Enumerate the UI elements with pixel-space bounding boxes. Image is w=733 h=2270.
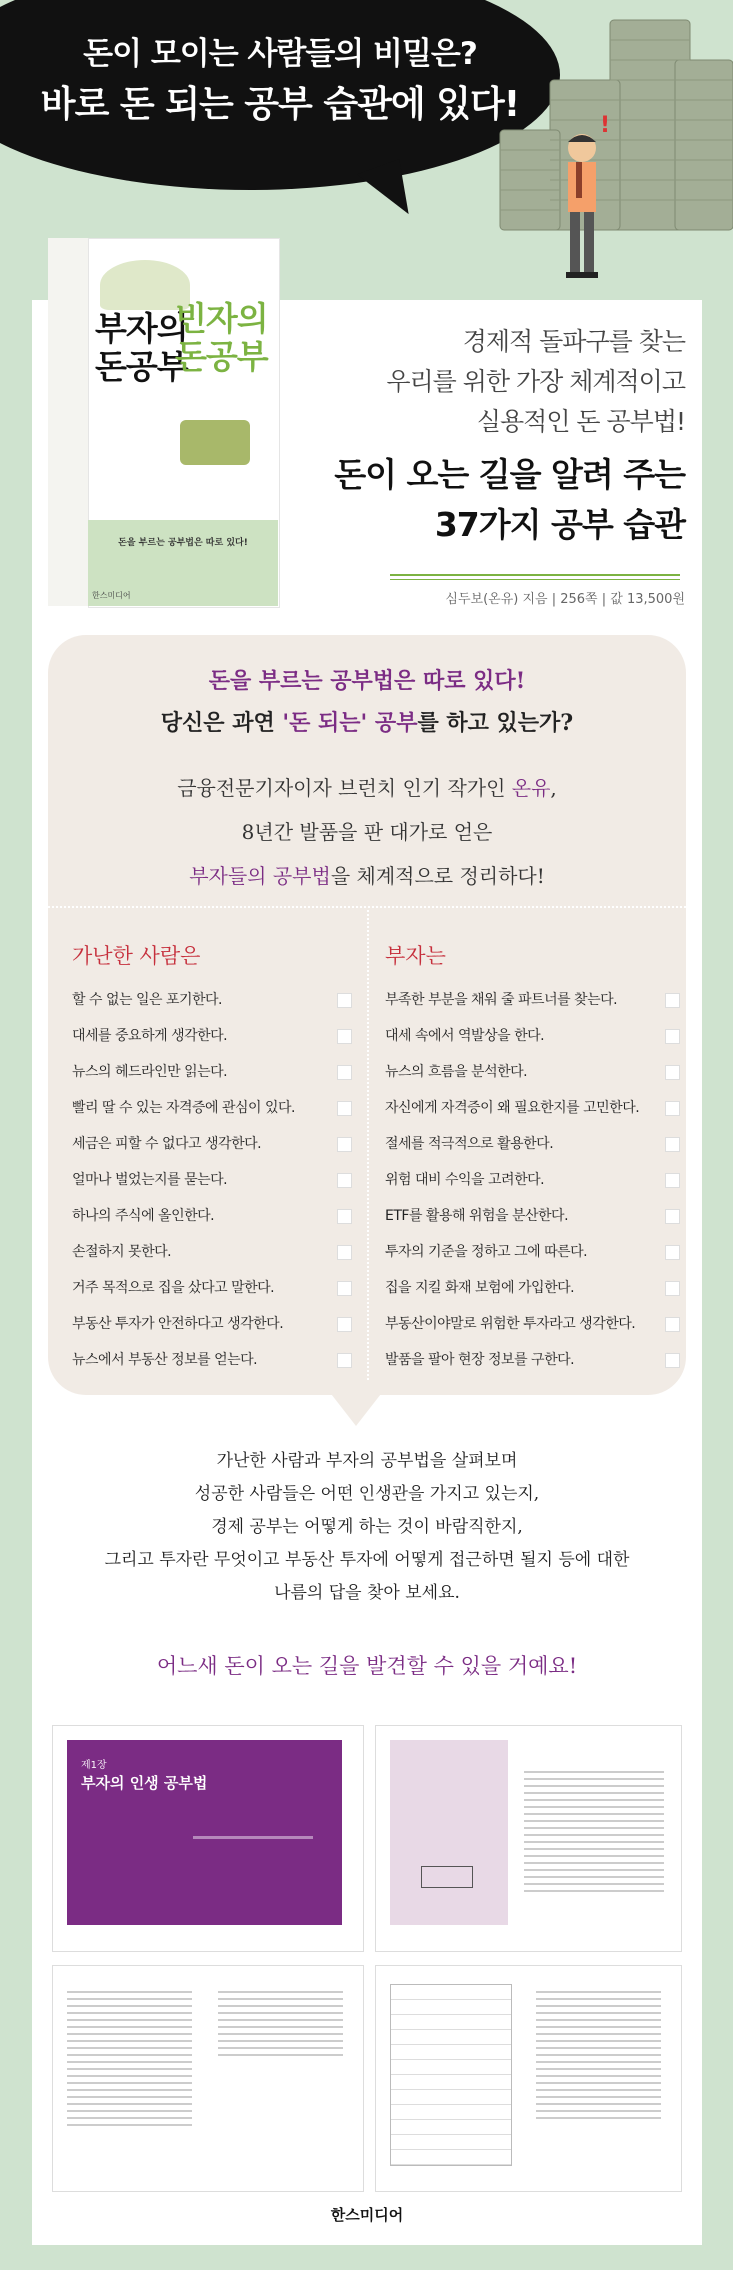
intro-emphasis: 온유 [511, 776, 551, 800]
checkbox[interactable] [665, 1209, 680, 1224]
poor-item [72, 1018, 352, 1054]
poor-item [72, 1162, 352, 1198]
checkbox[interactable] [665, 993, 680, 1008]
wallet-illustration [180, 420, 250, 465]
chapter-number: 제1장 [81, 1760, 107, 1771]
rich-item [385, 1054, 680, 1090]
poor-item [72, 1342, 352, 1378]
publisher-logo: 한스미디어 [330, 2206, 404, 2224]
checkbox[interactable] [665, 1317, 680, 1332]
poor-item [72, 1090, 352, 1126]
checkbox[interactable] [665, 1029, 680, 1044]
poor-item-text: 세금은 피할 수 없다고 생각한다. [72, 1136, 262, 1152]
intro-text-lines [524, 1766, 664, 1897]
checkbox[interactable] [337, 1029, 352, 1044]
poor-item [72, 1234, 352, 1270]
summary-line: 나름의 답을 찾아 보세요. [274, 1583, 460, 1603]
checkbox[interactable] [665, 1137, 680, 1152]
checkbox[interactable] [665, 1245, 680, 1260]
poor-item [72, 1270, 352, 1306]
rich-item-text: 대세 속에서 역발상을 한다. [385, 1028, 545, 1044]
rich-item-text: 발품을 팔아 현장 정보를 구한다. [385, 1352, 575, 1368]
checkbox[interactable] [337, 993, 352, 1008]
rich-item-text: 뉴스의 흐름을 분석한다. [385, 1064, 528, 1080]
checkbox[interactable] [665, 1281, 680, 1296]
preview-page-intro [375, 1725, 682, 1952]
rich-column-title: 부자는 [385, 944, 446, 968]
box-question-text: 당신은 과연 [160, 710, 283, 736]
rich-item [385, 1162, 680, 1198]
desk-illustration [421, 1866, 473, 1888]
column-divider [367, 910, 369, 1380]
intro-text: 8년간 발품을 판 대가로 얻은 [241, 820, 493, 844]
poor-item-text: 할 수 없는 일은 포기한다. [72, 992, 222, 1008]
intro-text: 금융전문기자이자 브런치 인기 작가인 [177, 776, 512, 800]
headline-main-line: 돈이 오는 길을 알려 주는 [334, 455, 685, 494]
box-question-text: 를 하고 있는가? [417, 710, 574, 736]
intro-illustration-panel [390, 1740, 508, 1925]
book-title-rich: 부자의 돈공부 [95, 309, 188, 386]
comparison-box-tail [328, 1390, 384, 1426]
book-publisher: 한스미디어 [92, 591, 131, 600]
poor-item-text: 얼마나 벌었는지를 묻는다. [72, 1172, 228, 1188]
headline-main-line: 37가지 공부 습관 [434, 505, 685, 544]
rich-item [385, 1090, 680, 1126]
box-question-emphasis: '돈 되는' 공부 [282, 710, 418, 736]
summary-line: 경제 공부는 어떻게 하는 것이 바람직한지, [211, 1517, 523, 1537]
rich-item [385, 1342, 680, 1378]
dotted-divider [48, 906, 686, 908]
preview-page-text [52, 1965, 364, 2192]
rich-item-text: 부족한 부분을 채워 줄 파트너를 찾는다. [385, 992, 618, 1008]
book-title-poor: 빈자의 돈공부 [175, 299, 268, 376]
poor-item-text: 하나의 주식에 올인한다. [72, 1208, 215, 1224]
summary-paragraph [32, 1445, 702, 1610]
checkbox[interactable] [337, 1317, 352, 1332]
closing-line: 어느새 돈이 오는 길을 발견할 수 있을 거예요! [156, 1654, 578, 1678]
checkbox[interactable] [337, 1101, 352, 1116]
headline-main [334, 450, 685, 550]
rich-item [385, 1198, 680, 1234]
checkbox[interactable] [337, 1065, 352, 1080]
headline-sub-line: 우리를 위한 가장 체계적이고 [386, 367, 685, 396]
rich-item-text: 자신에게 자격증이 왜 필요한지를 고민한다. [385, 1100, 640, 1116]
headline-sub-line: 경제적 돌파구를 찾는 [462, 327, 685, 356]
checkbox[interactable] [665, 1173, 680, 1188]
banner-line2: 바로 돈 되는 공부 습관에 있다! [40, 84, 520, 125]
poor-item-text: 뉴스의 헤드라인만 읽는다. [72, 1064, 228, 1080]
summary-line: 그리고 투자란 무엇이고 부동산 투자에 어떻게 접근하면 될지 등에 대한 [104, 1550, 630, 1570]
rich-item-text: ETF를 활용해 위험을 분산한다. [385, 1208, 569, 1224]
checkbox[interactable] [337, 1281, 352, 1296]
chapter-title: 부자의 인생 공부법 [81, 1774, 208, 1792]
chapter-subline [193, 1836, 313, 1839]
preview-page-table [375, 1965, 682, 2192]
rich-item [385, 1306, 680, 1342]
poor-column-title: 가난한 사람은 [72, 944, 201, 968]
poor-item-text: 거주 목적으로 집을 샀다고 말한다. [72, 1280, 275, 1296]
poor-list [72, 982, 352, 1378]
poor-item-text: 뉴스에서 부동산 정보를 얻는다. [72, 1352, 258, 1368]
checkbox[interactable] [337, 1173, 352, 1188]
rich-item [385, 1126, 680, 1162]
summary-line: 성공한 사람들은 어떤 인생관을 가지고 있는지, [194, 1484, 540, 1504]
checkbox[interactable] [665, 1101, 680, 1116]
headline-divider [390, 579, 680, 580]
preview-page-chapter [52, 1725, 364, 1952]
poor-item-text: 대세를 중요하게 생각한다. [72, 1028, 228, 1044]
table-illustration [390, 1984, 512, 2166]
checkbox[interactable] [337, 1137, 352, 1152]
box-headline: 돈을 부르는 공부법은 따로 있다! [208, 668, 526, 694]
checkbox[interactable] [337, 1353, 352, 1368]
chapter-block [67, 1740, 342, 1925]
coin-stacks-illustration [470, 0, 733, 300]
rich-item [385, 1234, 680, 1270]
checkbox[interactable] [337, 1209, 352, 1224]
rich-item-text: 투자의 기준을 정하고 그에 따른다. [385, 1244, 588, 1260]
book-spine [48, 238, 89, 606]
poor-item-text: 빨리 딸 수 있는 자격증에 관심이 있다. [72, 1100, 296, 1116]
text-lines-right [218, 1986, 343, 2061]
book-meta: 심두보(온유) 지음 | 256쪽 | 값 13,500원 [445, 592, 685, 607]
checkbox[interactable] [665, 1065, 680, 1080]
rich-item-text: 집을 지킬 화재 보험에 가입한다. [385, 1280, 575, 1296]
rich-item-text: 부동산이야말로 위험한 투자라고 생각한다. [385, 1316, 636, 1332]
poor-item [72, 1198, 352, 1234]
headline-sub-line: 실용적인 돈 공부법! [476, 407, 685, 436]
poor-item-text: 부동산 투자가 안전하다고 생각한다. [72, 1316, 284, 1332]
book-band-text: 돈을 부르는 공부법은 따로 있다! [118, 538, 248, 548]
rich-item [385, 982, 680, 1018]
box-intro [48, 766, 686, 898]
intro-text: 을 체계적으로 정리하다! [330, 864, 545, 888]
headline-sub [386, 322, 685, 442]
intro-text: , [550, 776, 557, 800]
poor-item-text: 손절하지 못한다. [72, 1244, 172, 1260]
checkbox[interactable] [665, 1353, 680, 1368]
headline-divider [390, 574, 680, 576]
text-lines-left [67, 1986, 192, 2131]
box-question [48, 706, 686, 737]
poor-item [72, 1306, 352, 1342]
rich-item-text: 위험 대비 수익을 고려한다. [385, 1172, 545, 1188]
svg-text:!: ! [600, 113, 611, 138]
rich-item [385, 1270, 680, 1306]
rich-item-text: 절세를 적극적으로 활용한다. [385, 1136, 554, 1152]
poor-item [72, 982, 352, 1018]
text-lines [536, 1986, 661, 2124]
banner-line1: 돈이 모이는 사람들의 비밀은? [83, 36, 477, 72]
summary-line: 가난한 사람과 부자의 공부법을 살펴보며 [216, 1451, 518, 1471]
rich-item [385, 1018, 680, 1054]
intro-emphasis: 부자들의 공부법 [189, 864, 331, 888]
rich-list [385, 982, 680, 1378]
checkbox[interactable] [337, 1245, 352, 1260]
poor-item [72, 1126, 352, 1162]
poor-item [72, 1054, 352, 1090]
